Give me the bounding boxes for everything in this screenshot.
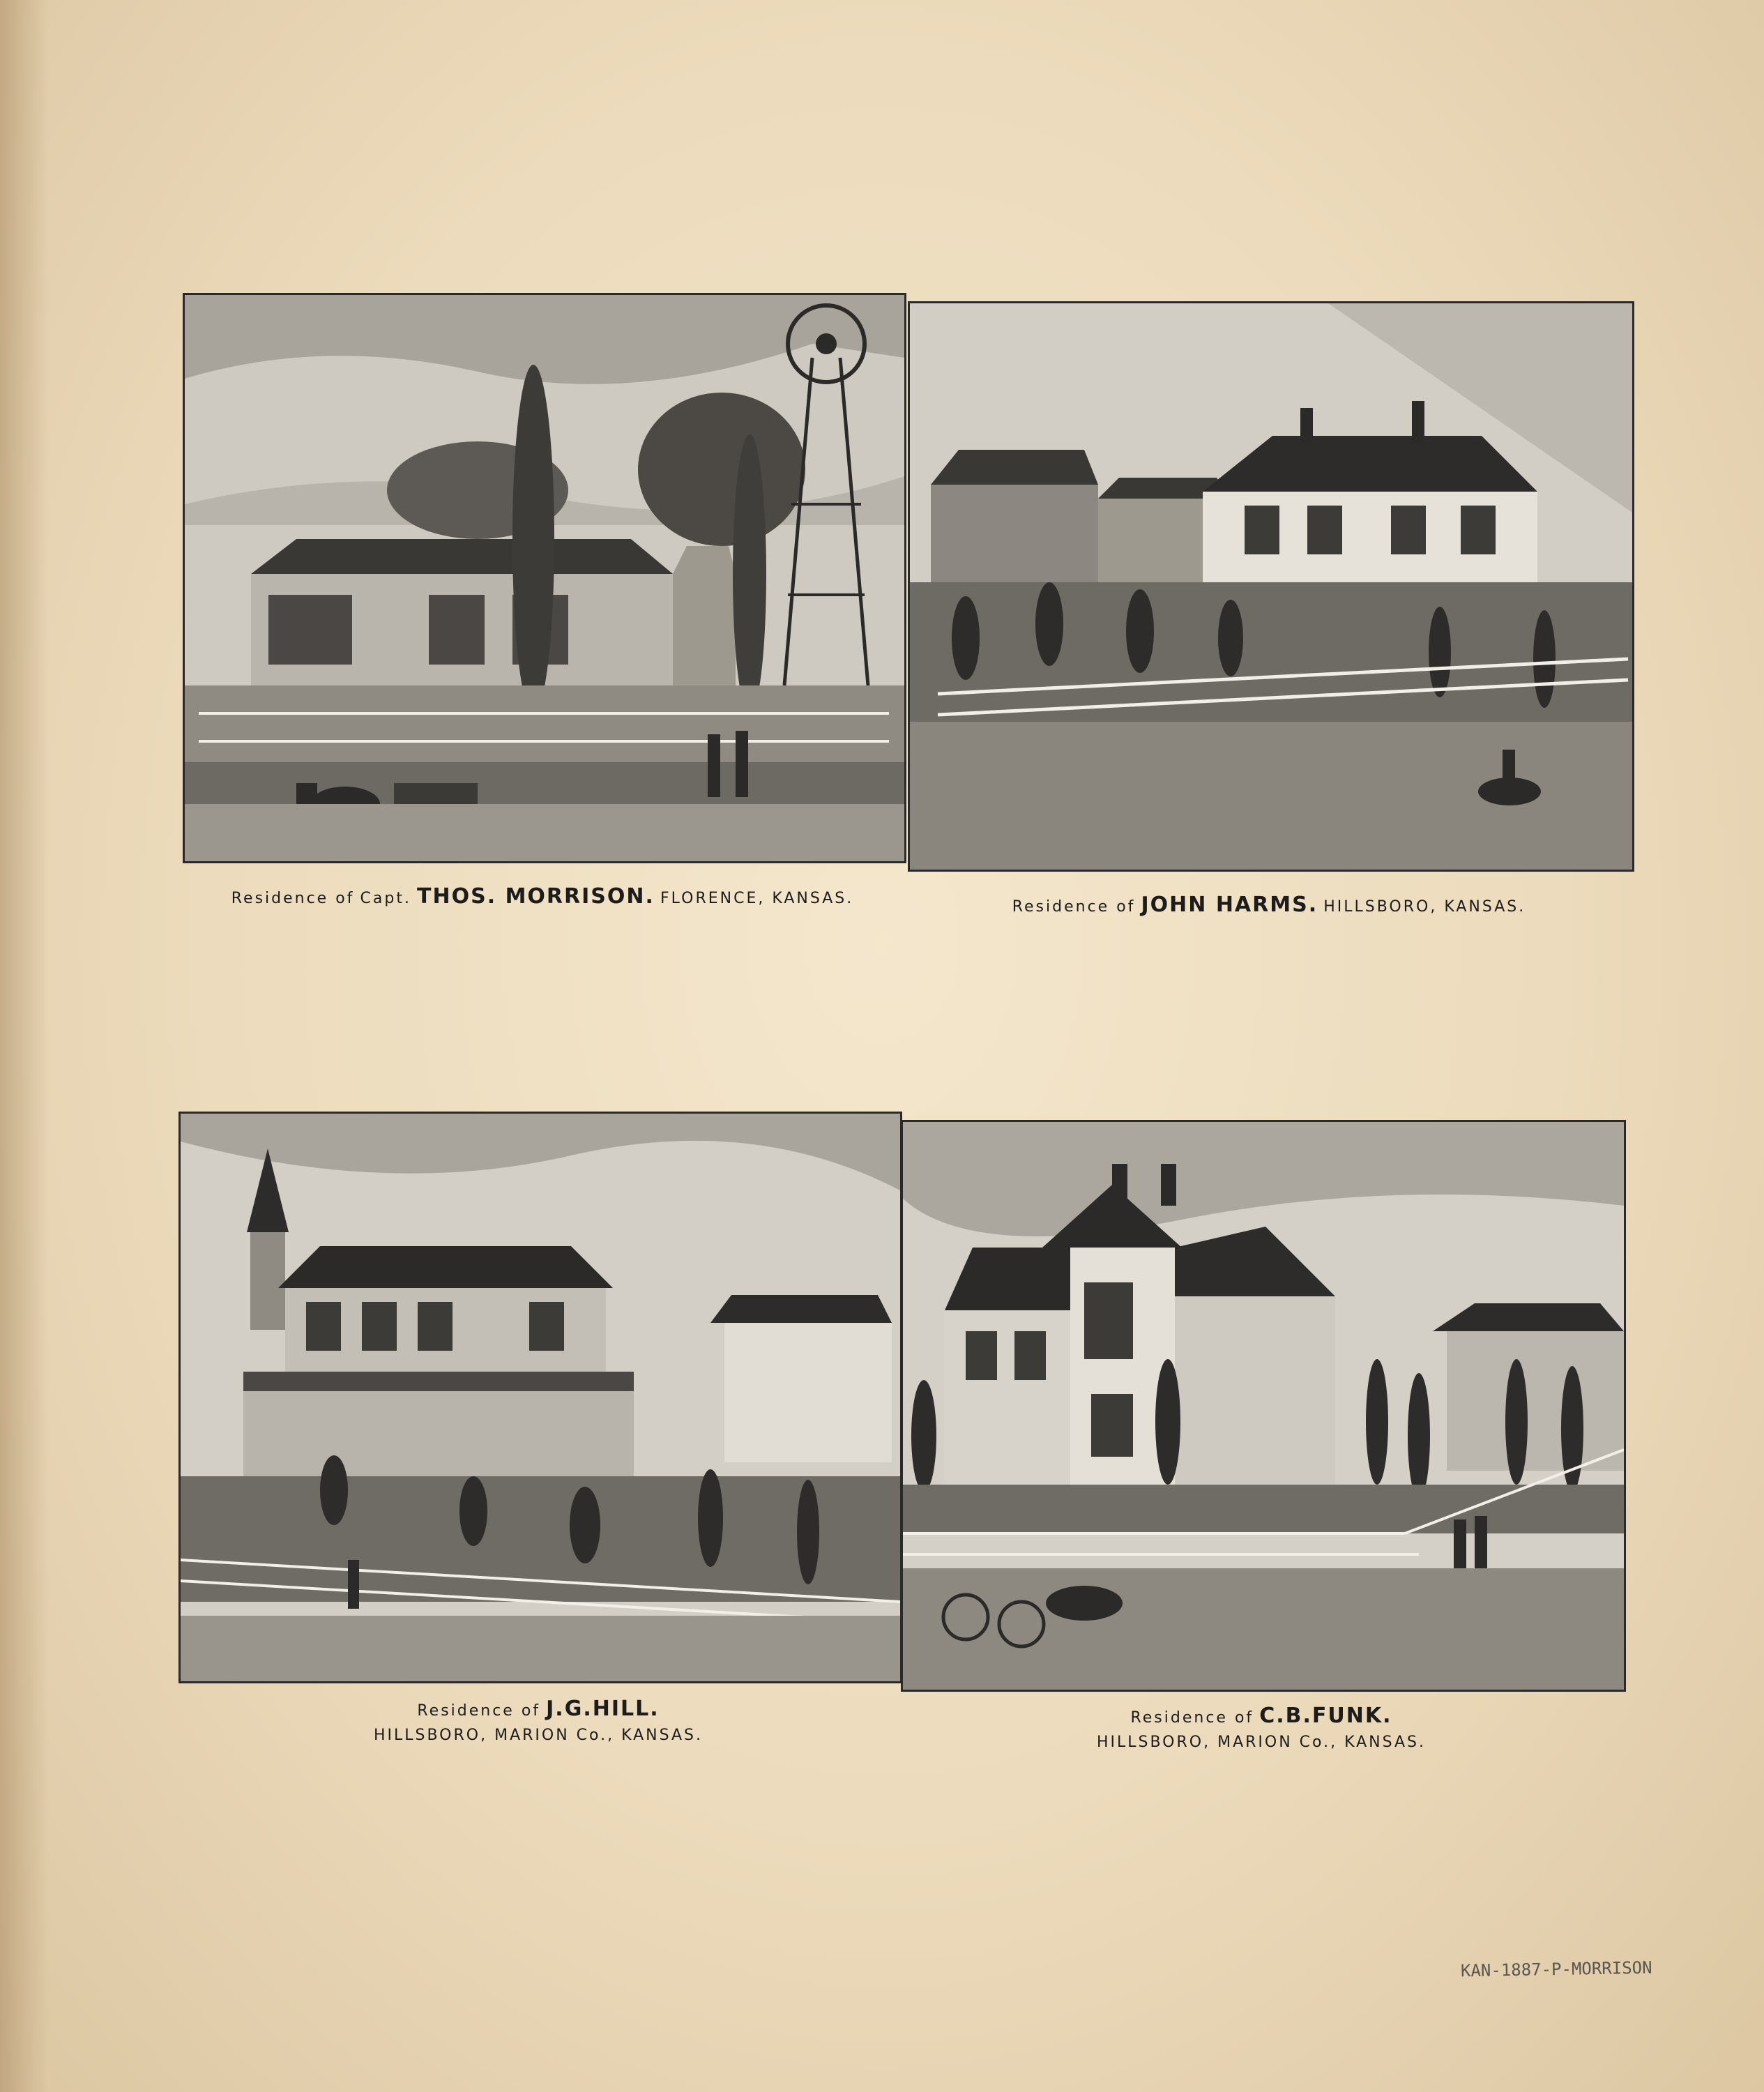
caption-prefix: Residence of — [417, 1702, 541, 1720]
caption-funk — [901, 1704, 1622, 1754]
caption-place: HILLSBORO, KANSAS. — [1323, 898, 1526, 916]
caption-hill — [178, 1697, 898, 1748]
caption-morrison — [183, 884, 902, 909]
caption-harms — [908, 893, 1630, 917]
illustration-hill-residence — [178, 1112, 902, 1683]
lithograph-hill — [181, 1114, 900, 1681]
caption-title: Capt. — [360, 890, 411, 907]
caption-prefix: Residence of — [1012, 898, 1136, 916]
lithograph-harms — [910, 303, 1632, 870]
illustration-funk-residence — [901, 1120, 1626, 1692]
worn-paper-edge — [0, 0, 49, 2092]
caption-prefix: Residence of — [231, 890, 355, 907]
caption-place: HILLSBORO, MARION Co., KANSAS. — [373, 1727, 704, 1744]
caption-name: THOS. MORRISON. — [417, 884, 655, 909]
lithograph-funk — [903, 1122, 1624, 1690]
illustration-morrison-residence — [183, 293, 906, 863]
caption-place: FLORENCE, KANSAS. — [660, 890, 854, 907]
caption-name: JOHN HARMS. — [1141, 893, 1318, 917]
caption-name: J.G.HILL. — [546, 1697, 660, 1721]
lithograph-morrison — [185, 295, 904, 861]
illustration-harms-residence — [908, 301, 1634, 872]
catalog-stamp: KAN-1887-P-MORRISON — [1460, 1957, 1652, 1981]
caption-prefix: Residence of — [1130, 1709, 1254, 1727]
caption-place: HILLSBORO, MARION Co., KANSAS. — [1096, 1734, 1427, 1751]
caption-name: C.B.FUNK. — [1259, 1704, 1392, 1728]
